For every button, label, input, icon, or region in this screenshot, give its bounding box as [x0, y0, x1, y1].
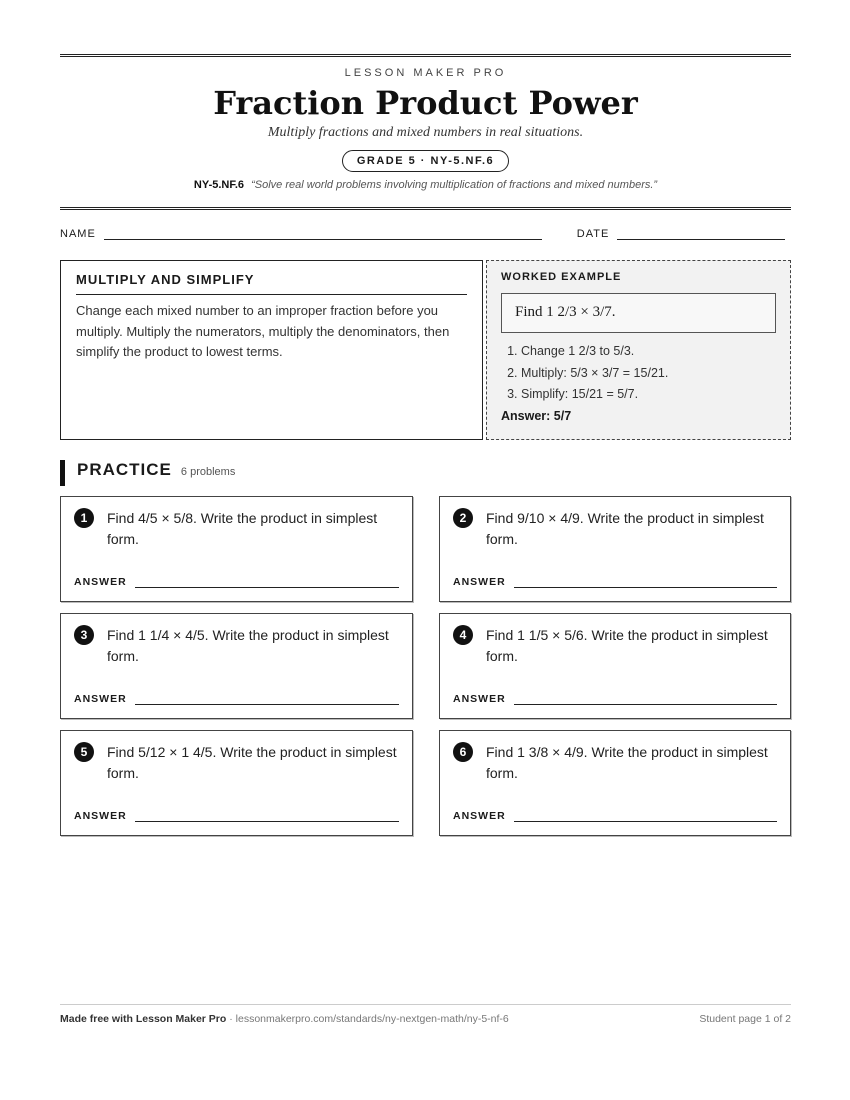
worked-example-step: 3. Simplify: 15/21 = 5/7. — [521, 384, 776, 406]
worked-example-step: 1. Change 1 2/3 to 5/3. — [521, 341, 776, 363]
problem-card — [60, 730, 413, 836]
worked-example-box — [486, 260, 791, 440]
answer-field[interactable] — [135, 696, 399, 705]
problem-number-badge: 3 — [74, 625, 94, 645]
problem-grid — [60, 496, 791, 836]
page-subtitle: Multiply fractions and mixed numbers in real situations. — [267, 125, 584, 140]
instructions-box — [60, 260, 483, 440]
answer-label: ANSWER — [74, 576, 127, 588]
answer-label: ANSWER — [74, 810, 127, 822]
worked-example-heading: WORKED EXAMPLE — [501, 271, 622, 283]
instructions-text: Change each mixed number to an improper fraction before you multiply. Multiply the numerators, multiply the denominators, then simplify the product to lowest terms. — [76, 303, 450, 359]
problem-card — [439, 613, 791, 719]
answer-label: ANSWER — [453, 693, 506, 705]
problem-number-badge: 4 — [453, 625, 473, 645]
problem-card — [439, 496, 791, 602]
footer-url[interactable]: · lessonmakerpro.com/standards/ny-nextgen-math/ny-5-nf-6 — [226, 1013, 509, 1025]
problem-text: Find 1 3/8 × 4/9. Write the product in simplest form. — [486, 744, 768, 781]
answer-field[interactable] — [514, 579, 777, 588]
worked-example-problem: Find 1 2/3 × 3/7. — [501, 293, 776, 333]
problem-card — [60, 613, 413, 719]
worked-example-step: 2. Multiply: 5/3 × 3/7 = 15/21. — [521, 363, 776, 385]
problem-text: Find 1 1/4 × 4/5. Write the product in simplest form. — [107, 627, 389, 664]
problem-number-badge: 6 — [453, 742, 473, 762]
problem-text: Find 1 1/5 × 5/6. Write the product in simplest form. — [486, 627, 768, 664]
date-field[interactable] — [617, 229, 785, 240]
problem-text: Find 9/10 × 4/9. Write the product in simplest form. — [486, 510, 764, 547]
answer-field[interactable] — [514, 696, 777, 705]
problem-card — [439, 730, 791, 836]
grade-badge: GRADE 5 · NY-5.NF.6 — [342, 150, 509, 172]
header-bottom-rule — [60, 207, 791, 210]
practice-count: 6 problems — [180, 466, 236, 478]
instructions-heading: MULTIPLY AND SIMPLIFY — [76, 272, 467, 295]
date-label: DATE — [576, 228, 610, 240]
footer-made-with: Made free with Lesson Maker Pro — [60, 1013, 227, 1025]
answer-label: ANSWER — [453, 576, 506, 588]
answer-label: ANSWER — [453, 810, 506, 822]
problem-text: Find 5/12 × 1 4/5. Write the product in simplest form. — [107, 744, 397, 781]
practice-header — [60, 460, 791, 486]
problem-number-badge: 5 — [74, 742, 94, 762]
page-footer — [60, 1004, 791, 1025]
footer-page-number: Student page 1 of 2 — [699, 1013, 791, 1025]
problem-text: Find 4/5 × 5/8. Write the product in simplest form. — [107, 510, 378, 547]
standard-code: NY-5.NF.6 — [193, 179, 245, 191]
top-rule — [60, 54, 791, 57]
problem-card — [60, 496, 413, 602]
worked-example-answer: Answer: 5/7 — [501, 408, 572, 423]
answer-field[interactable] — [135, 813, 399, 822]
name-date-row — [60, 228, 791, 240]
standard-line — [60, 179, 791, 191]
page-title: Fraction Product Power — [213, 84, 638, 122]
practice-title: PRACTICE — [77, 460, 172, 479]
name-field[interactable] — [104, 229, 542, 240]
answer-field[interactable] — [135, 579, 399, 588]
standard-text: “Solve real world problems involving multiplication of fractions and mixed numbers.” — [251, 179, 658, 191]
brand-label: LESSON MAKER PRO — [344, 67, 507, 79]
worksheet-page — [60, 54, 791, 836]
problem-number-badge: 2 — [453, 508, 473, 528]
worked-example-steps — [501, 341, 776, 406]
name-label: NAME — [60, 228, 96, 240]
problem-number-badge: 1 — [74, 508, 94, 528]
answer-field[interactable] — [514, 813, 777, 822]
answer-label: ANSWER — [74, 693, 127, 705]
